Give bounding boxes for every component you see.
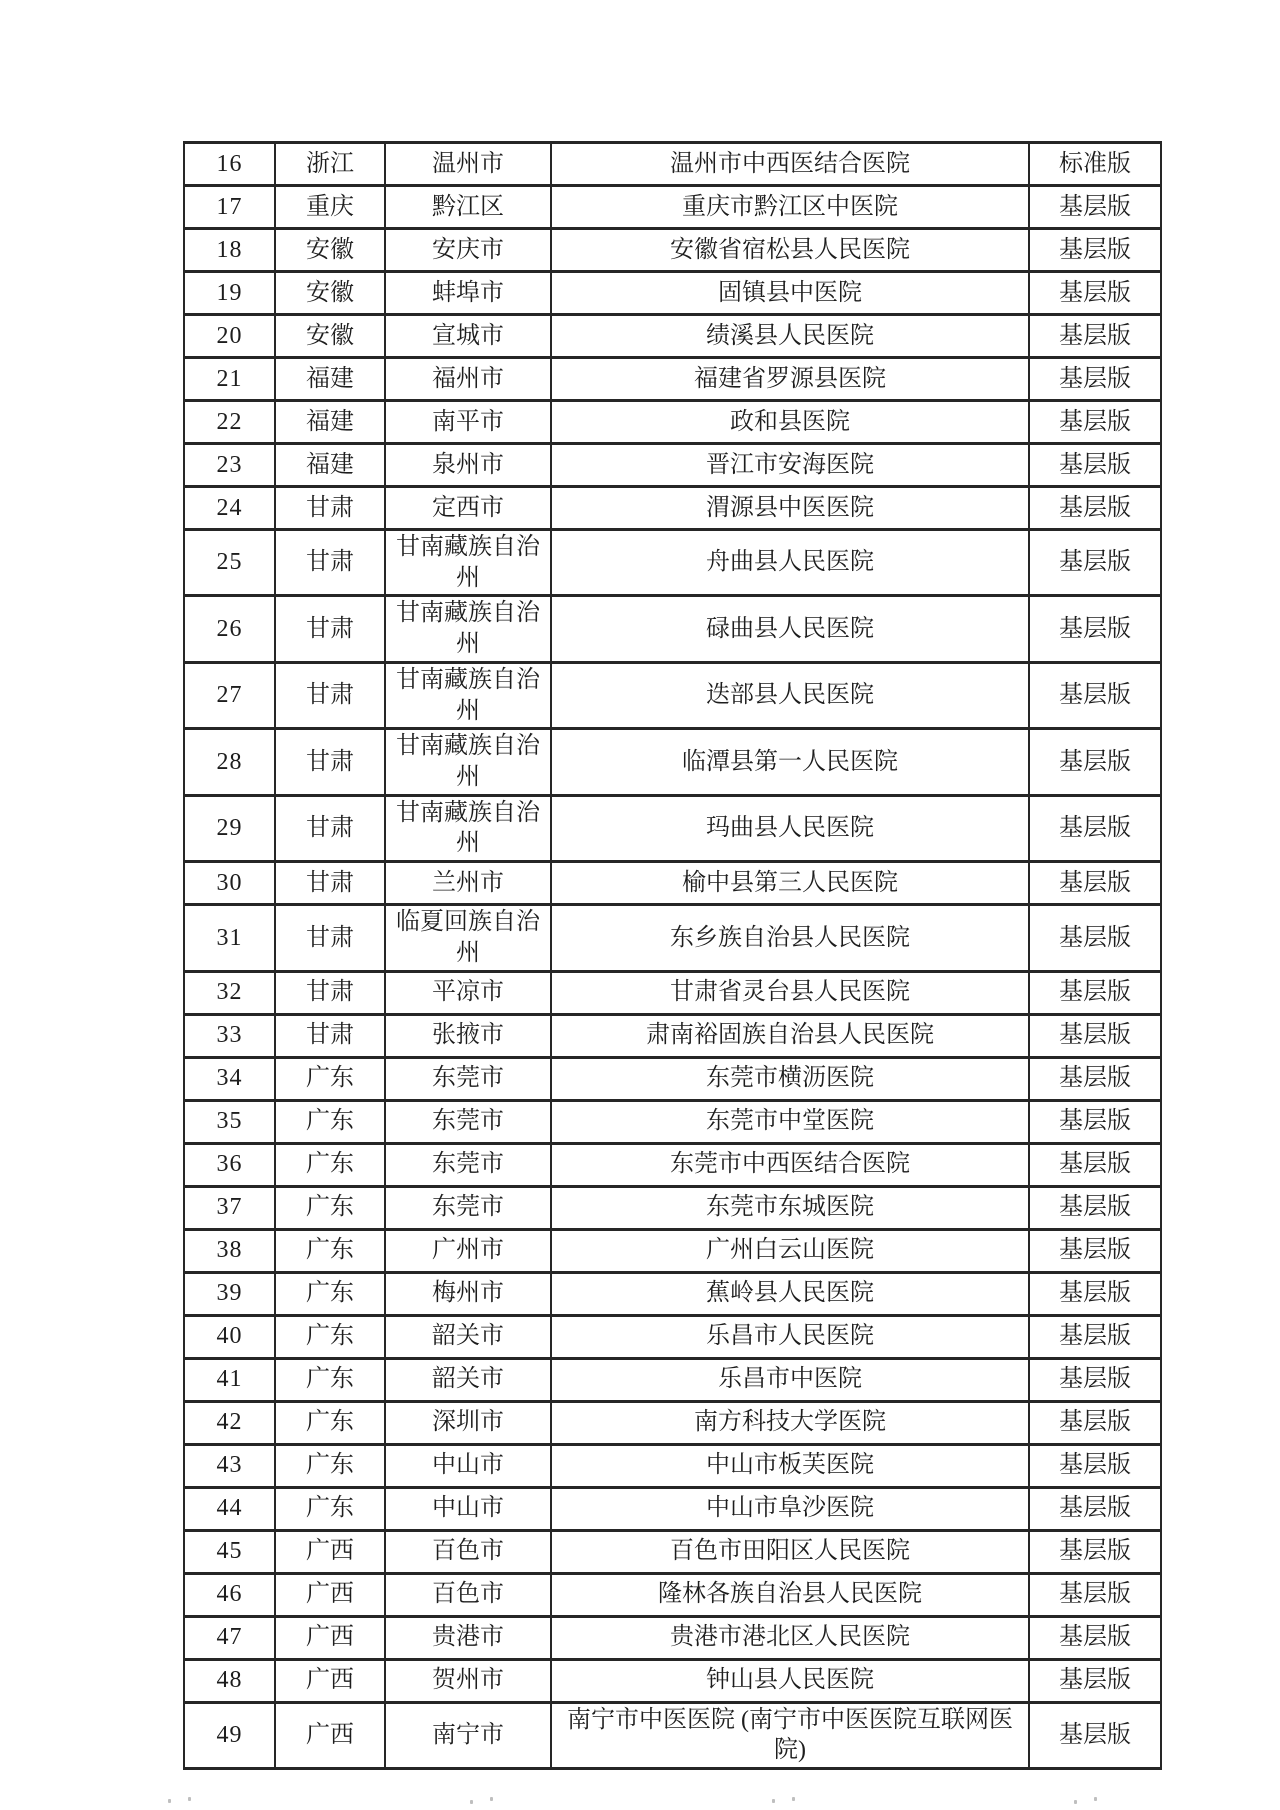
- cell-province: 甘肃: [275, 1014, 385, 1057]
- cell-version-badge: 基层版: [1029, 905, 1161, 971]
- scan-artifact-dot: [490, 1797, 493, 1801]
- cell-province: 广东: [275, 1315, 385, 1358]
- cell-hospital-name: 东莞市中西医结合医院: [551, 1143, 1029, 1186]
- cell-version-badge: 基层版: [1029, 1272, 1161, 1315]
- table-row: [184, 401, 1161, 444]
- cell-city: 黔江区: [385, 186, 551, 229]
- table-row: [184, 1186, 1161, 1229]
- table-row: [184, 1229, 1161, 1272]
- cell-city: 广州市: [385, 1229, 551, 1272]
- cell-version-badge: 基层版: [1029, 1186, 1161, 1229]
- table-row: [184, 596, 1161, 662]
- cell-version-badge: 基层版: [1029, 1014, 1161, 1057]
- table-row: [184, 1530, 1161, 1573]
- cell-row-number: 19: [184, 272, 275, 315]
- cell-province: 甘肃: [275, 729, 385, 795]
- cell-hospital-name: 中山市阜沙医院: [551, 1487, 1029, 1530]
- cell-city: 贵港市: [385, 1616, 551, 1659]
- cell-row-number: 36: [184, 1143, 275, 1186]
- table-row: [184, 1487, 1161, 1530]
- cell-province: 广东: [275, 1186, 385, 1229]
- cell-city: 蚌埠市: [385, 272, 551, 315]
- cell-hospital-name: 蕉岭县人民医院: [551, 1272, 1029, 1315]
- table-row: [184, 1616, 1161, 1659]
- cell-row-number: 32: [184, 971, 275, 1014]
- cell-hospital-name: 晋江市安海医院: [551, 444, 1029, 487]
- cell-row-number: 25: [184, 530, 275, 596]
- cell-province: 广东: [275, 1444, 385, 1487]
- hospital-list-table: [183, 141, 1162, 1770]
- scan-artifact-dot: [168, 1799, 171, 1803]
- cell-hospital-name: 贵港市港北区人民医院: [551, 1616, 1029, 1659]
- cell-version-badge: 标准版: [1029, 143, 1161, 186]
- cell-version-badge: 基层版: [1029, 795, 1161, 861]
- cell-row-number: 18: [184, 229, 275, 272]
- cell-province: 甘肃: [275, 971, 385, 1014]
- cell-city: 平凉市: [385, 971, 551, 1014]
- cell-hospital-name: 乐昌市中医院: [551, 1358, 1029, 1401]
- table-row: [184, 487, 1161, 530]
- cell-city: 韶关市: [385, 1315, 551, 1358]
- cell-version-badge: 基层版: [1029, 1143, 1161, 1186]
- cell-hospital-name: 政和县医院: [551, 401, 1029, 444]
- cell-province: 广西: [275, 1659, 385, 1702]
- cell-hospital-name: 南宁市中医医院 (南宁市中医医院互联网医院): [551, 1702, 1029, 1768]
- cell-province: 广西: [275, 1573, 385, 1616]
- cell-province: 安徽: [275, 315, 385, 358]
- cell-version-badge: 基层版: [1029, 401, 1161, 444]
- cell-city: 甘南藏族自治州: [385, 795, 551, 861]
- table-row: [184, 358, 1161, 401]
- scan-artifact-dot: [470, 1800, 473, 1804]
- cell-hospital-name: 福建省罗源县医院: [551, 358, 1029, 401]
- cell-city: 百色市: [385, 1530, 551, 1573]
- table-row: [184, 971, 1161, 1014]
- cell-city: 温州市: [385, 143, 551, 186]
- cell-hospital-name: 钟山县人民医院: [551, 1659, 1029, 1702]
- cell-row-number: 42: [184, 1401, 275, 1444]
- cell-city: 深圳市: [385, 1401, 551, 1444]
- cell-city: 梅州市: [385, 1272, 551, 1315]
- cell-row-number: 39: [184, 1272, 275, 1315]
- cell-hospital-name: 肃南裕固族自治县人民医院: [551, 1014, 1029, 1057]
- cell-province: 广西: [275, 1616, 385, 1659]
- scan-artifact-dot: [188, 1797, 191, 1801]
- table-row: [184, 1315, 1161, 1358]
- cell-version-badge: 基层版: [1029, 1401, 1161, 1444]
- cell-row-number: 38: [184, 1229, 275, 1272]
- scan-artifact-dot: [772, 1799, 775, 1803]
- cell-row-number: 47: [184, 1616, 275, 1659]
- cell-province: 甘肃: [275, 487, 385, 530]
- cell-province: 广东: [275, 1272, 385, 1315]
- cell-city: 东莞市: [385, 1143, 551, 1186]
- cell-row-number: 21: [184, 358, 275, 401]
- cell-row-number: 33: [184, 1014, 275, 1057]
- cell-province: 福建: [275, 444, 385, 487]
- cell-city: 东莞市: [385, 1186, 551, 1229]
- cell-city: 泉州市: [385, 444, 551, 487]
- cell-city: 韶关市: [385, 1358, 551, 1401]
- cell-hospital-name: 碌曲县人民医院: [551, 596, 1029, 662]
- cell-hospital-name: 中山市板芙医院: [551, 1444, 1029, 1487]
- cell-row-number: 48: [184, 1659, 275, 1702]
- cell-version-badge: 基层版: [1029, 1100, 1161, 1143]
- cell-hospital-name: 东莞市东城医院: [551, 1186, 1029, 1229]
- cell-province: 福建: [275, 358, 385, 401]
- table-row: [184, 1057, 1161, 1100]
- table-row: [184, 444, 1161, 487]
- cell-hospital-name: 榆中县第三人民医院: [551, 862, 1029, 905]
- cell-hospital-name: 百色市田阳区人民医院: [551, 1530, 1029, 1573]
- hospital-table-body: [184, 143, 1161, 1769]
- cell-version-badge: 基层版: [1029, 186, 1161, 229]
- cell-province: 广西: [275, 1530, 385, 1573]
- cell-version-badge: 基层版: [1029, 1659, 1161, 1702]
- cell-row-number: 45: [184, 1530, 275, 1573]
- table-row: [184, 795, 1161, 861]
- cell-hospital-name: 乐昌市人民医院: [551, 1315, 1029, 1358]
- cell-city: 张掖市: [385, 1014, 551, 1057]
- table-row: [184, 905, 1161, 971]
- table-row: [184, 1014, 1161, 1057]
- cell-city: 甘南藏族自治州: [385, 662, 551, 728]
- table-row: [184, 1659, 1161, 1702]
- cell-row-number: 29: [184, 795, 275, 861]
- cell-city: 甘南藏族自治州: [385, 596, 551, 662]
- table-row: [184, 729, 1161, 795]
- cell-province: 广东: [275, 1358, 385, 1401]
- cell-city: 宣城市: [385, 315, 551, 358]
- cell-hospital-name: 渭源县中医医院: [551, 487, 1029, 530]
- cell-province: 广东: [275, 1057, 385, 1100]
- cell-hospital-name: 临潭县第一人民医院: [551, 729, 1029, 795]
- cell-version-badge: 基层版: [1029, 1573, 1161, 1616]
- cell-city: 东莞市: [385, 1100, 551, 1143]
- cell-city: 甘南藏族自治州: [385, 729, 551, 795]
- cell-province: 广东: [275, 1401, 385, 1444]
- cell-hospital-name: 温州市中西医结合医院: [551, 143, 1029, 186]
- cell-city: 南宁市: [385, 1702, 551, 1768]
- scan-artifact-dot: [1074, 1800, 1077, 1804]
- cell-province: 广西: [275, 1702, 385, 1768]
- cell-version-badge: 基层版: [1029, 862, 1161, 905]
- scan-artifact-dot: [792, 1797, 795, 1801]
- cell-city: 安庆市: [385, 229, 551, 272]
- table-row: [184, 1702, 1161, 1768]
- cell-row-number: 24: [184, 487, 275, 530]
- table-row: [184, 662, 1161, 728]
- cell-version-badge: 基层版: [1029, 229, 1161, 272]
- table-row: [184, 272, 1161, 315]
- cell-hospital-name: 东莞市横沥医院: [551, 1057, 1029, 1100]
- cell-version-badge: 基层版: [1029, 315, 1161, 358]
- cell-row-number: 46: [184, 1573, 275, 1616]
- cell-province: 广东: [275, 1487, 385, 1530]
- cell-row-number: 30: [184, 862, 275, 905]
- cell-row-number: 37: [184, 1186, 275, 1229]
- cell-hospital-name: 南方科技大学医院: [551, 1401, 1029, 1444]
- cell-province: 甘肃: [275, 596, 385, 662]
- cell-version-badge: 基层版: [1029, 487, 1161, 530]
- cell-version-badge: 基层版: [1029, 1702, 1161, 1768]
- cell-version-badge: 基层版: [1029, 1358, 1161, 1401]
- cell-hospital-name: 东乡族自治县人民医院: [551, 905, 1029, 971]
- cell-province: 广东: [275, 1229, 385, 1272]
- cell-province: 安徽: [275, 229, 385, 272]
- cell-hospital-name: 广州白云山医院: [551, 1229, 1029, 1272]
- table-row: [184, 229, 1161, 272]
- cell-row-number: 40: [184, 1315, 275, 1358]
- table-row: [184, 1401, 1161, 1444]
- cell-province: 甘肃: [275, 662, 385, 728]
- cell-version-badge: 基层版: [1029, 1487, 1161, 1530]
- cell-province: 广东: [275, 1143, 385, 1186]
- cell-version-badge: 基层版: [1029, 444, 1161, 487]
- cell-province: 安徽: [275, 272, 385, 315]
- cell-city: 定西市: [385, 487, 551, 530]
- table-row: [184, 530, 1161, 596]
- cell-province: 甘肃: [275, 530, 385, 596]
- cell-row-number: 17: [184, 186, 275, 229]
- cell-province: 广东: [275, 1100, 385, 1143]
- cell-city: 中山市: [385, 1487, 551, 1530]
- cell-city: 福州市: [385, 358, 551, 401]
- cell-row-number: 26: [184, 596, 275, 662]
- cell-hospital-name: 甘肃省灵台县人民医院: [551, 971, 1029, 1014]
- cell-version-badge: 基层版: [1029, 1616, 1161, 1659]
- cell-version-badge: 基层版: [1029, 662, 1161, 728]
- cell-city: 兰州市: [385, 862, 551, 905]
- table-row: [184, 1272, 1161, 1315]
- cell-province: 甘肃: [275, 862, 385, 905]
- cell-row-number: 44: [184, 1487, 275, 1530]
- cell-version-badge: 基层版: [1029, 971, 1161, 1014]
- table-row: [184, 1444, 1161, 1487]
- cell-row-number: 28: [184, 729, 275, 795]
- scan-artifact-dot: [1094, 1797, 1097, 1801]
- cell-version-badge: 基层版: [1029, 530, 1161, 596]
- cell-province: 福建: [275, 401, 385, 444]
- cell-version-badge: 基层版: [1029, 272, 1161, 315]
- cell-row-number: 35: [184, 1100, 275, 1143]
- cell-hospital-name: 迭部县人民医院: [551, 662, 1029, 728]
- cell-province: 重庆: [275, 186, 385, 229]
- cell-row-number: 20: [184, 315, 275, 358]
- cell-row-number: 16: [184, 143, 275, 186]
- cell-city: 东莞市: [385, 1057, 551, 1100]
- table-row: [184, 143, 1161, 186]
- cell-hospital-name: 玛曲县人民医院: [551, 795, 1029, 861]
- cell-row-number: 34: [184, 1057, 275, 1100]
- table-row: [184, 862, 1161, 905]
- cell-hospital-name: 绩溪县人民医院: [551, 315, 1029, 358]
- table-row: [184, 315, 1161, 358]
- cell-row-number: 49: [184, 1702, 275, 1768]
- cell-row-number: 27: [184, 662, 275, 728]
- cell-province: 浙江: [275, 143, 385, 186]
- table-row: [184, 1100, 1161, 1143]
- cell-hospital-name: 固镇县中医院: [551, 272, 1029, 315]
- table-row: [184, 186, 1161, 229]
- cell-row-number: 43: [184, 1444, 275, 1487]
- cell-version-badge: 基层版: [1029, 1315, 1161, 1358]
- cell-city: 百色市: [385, 1573, 551, 1616]
- cell-city: 临夏回族自治州: [385, 905, 551, 971]
- cell-version-badge: 基层版: [1029, 1229, 1161, 1272]
- cell-version-badge: 基层版: [1029, 1530, 1161, 1573]
- cell-hospital-name: 重庆市黔江区中医院: [551, 186, 1029, 229]
- cell-version-badge: 基层版: [1029, 1444, 1161, 1487]
- cell-city: 南平市: [385, 401, 551, 444]
- cell-version-badge: 基层版: [1029, 596, 1161, 662]
- cell-row-number: 23: [184, 444, 275, 487]
- cell-hospital-name: 东莞市中堂医院: [551, 1100, 1029, 1143]
- cell-version-badge: 基层版: [1029, 729, 1161, 795]
- cell-row-number: 41: [184, 1358, 275, 1401]
- cell-city: 甘南藏族自治州: [385, 530, 551, 596]
- cell-version-badge: 基层版: [1029, 1057, 1161, 1100]
- table-row: [184, 1358, 1161, 1401]
- cell-province: 甘肃: [275, 905, 385, 971]
- cell-province: 甘肃: [275, 795, 385, 861]
- table-row: [184, 1573, 1161, 1616]
- cell-city: 贺州市: [385, 1659, 551, 1702]
- cell-city: 中山市: [385, 1444, 551, 1487]
- cell-row-number: 31: [184, 905, 275, 971]
- cell-version-badge: 基层版: [1029, 358, 1161, 401]
- cell-hospital-name: 安徽省宿松县人民医院: [551, 229, 1029, 272]
- cell-row-number: 22: [184, 401, 275, 444]
- table-row: [184, 1143, 1161, 1186]
- cell-hospital-name: 隆林各族自治县人民医院: [551, 1573, 1029, 1616]
- cell-hospital-name: 舟曲县人民医院: [551, 530, 1029, 596]
